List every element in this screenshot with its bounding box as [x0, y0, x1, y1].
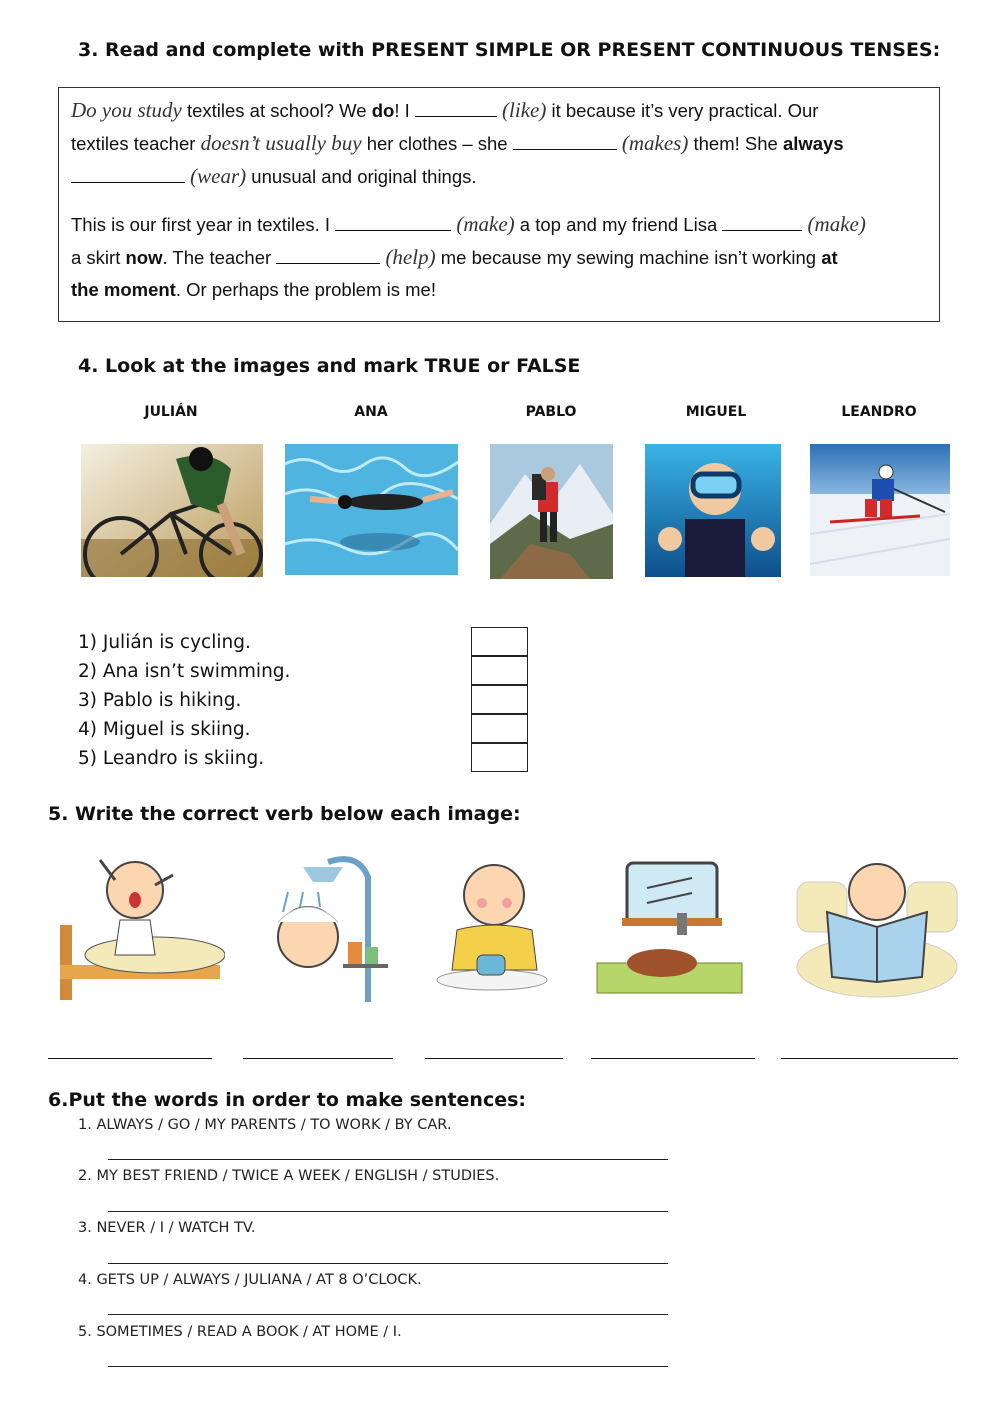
breakfast-cartoon — [432, 855, 562, 1000]
answer-line-1[interactable] — [48, 1058, 212, 1059]
cycling-photo — [81, 444, 263, 577]
answer-box-3[interactable] — [471, 685, 528, 714]
blank-make-2[interactable] — [722, 213, 802, 231]
section3-paragraph-1 — [71, 94, 925, 193]
sentence-4: 4. GETS UP / ALWAYS / JULIANA / AT 8 O’CLOCK. — [78, 1272, 422, 1288]
blank-makes[interactable] — [513, 132, 617, 150]
bold-text: always — [782, 133, 844, 154]
verb-hint: (help) — [385, 245, 436, 269]
answer-box-4[interactable] — [471, 714, 528, 743]
statement-2: 2) Ana isn’t swimming. — [78, 661, 291, 682]
section3-paragraph-2 — [71, 208, 925, 306]
statement-5: 5) Leandro is skiing. — [78, 748, 265, 769]
verb-hint: (make) — [807, 212, 866, 236]
text: me because my sewing machine isn’t working — [435, 247, 822, 268]
answer-line-3[interactable] — [425, 1058, 563, 1059]
answer-line-5[interactable] — [781, 1058, 958, 1059]
text: it because it’s very practical. Our — [546, 100, 819, 121]
bold-text: at — [821, 247, 838, 268]
verb-hint: (makes) — [621, 131, 689, 155]
true-false-list — [78, 628, 290, 773]
sentence-3: 3. NEVER / I / WATCH TV. — [78, 1220, 256, 1236]
section4-heading: 4. Look at the images and mark TRUE or FALSE — [78, 355, 581, 377]
text: This is our first year in textiles. I — [71, 214, 336, 235]
sentence-5: 5. SOMETIMES / READ A BOOK / AT HOME / I. — [78, 1324, 402, 1340]
verb-example: Do you study — [71, 98, 182, 122]
reading-cartoon — [792, 857, 962, 1002]
name-leandro: LEANDRO — [841, 404, 917, 420]
verb-hint: (like) — [502, 98, 547, 122]
sentence-1: 1. ALWAYS / GO / MY PARENTS / TO WORK / BY CAR. — [78, 1117, 452, 1133]
hiking-photo — [490, 444, 613, 579]
verb-hint: (wear) — [190, 164, 247, 188]
write-line-4[interactable] — [108, 1314, 668, 1315]
name-miguel: MIGUEL — [685, 404, 747, 420]
write-line-2[interactable] — [108, 1211, 668, 1212]
name-ana: ANA — [354, 404, 388, 420]
bold-text: now — [125, 247, 163, 268]
diving-photo — [645, 444, 781, 577]
answer-box-2[interactable] — [471, 656, 528, 685]
text: textiles at school? We — [181, 100, 372, 121]
text: . Or perhaps the problem is me! — [175, 279, 436, 300]
blank-like[interactable] — [415, 99, 497, 117]
bold-text: the moment — [71, 279, 176, 300]
text: her clothes – she — [361, 133, 513, 154]
text: . The teacher — [162, 247, 277, 268]
text: them! She — [688, 133, 783, 154]
section3-heading: 3. Read and complete with PRESENT SIMPLE OR PRESENT CONTINUOUS TENSES: — [78, 39, 941, 61]
swimming-photo — [285, 444, 458, 575]
statement-4: 4) Miguel is skiing. — [78, 719, 251, 740]
blank-help[interactable] — [276, 246, 380, 264]
section6-heading: 6.Put the words in order to make sentences: — [48, 1089, 527, 1111]
name-pablo: PABLO — [525, 404, 577, 420]
bold-text: do — [371, 100, 395, 121]
text: unusual and original things. — [246, 166, 477, 187]
write-line-1[interactable] — [108, 1159, 668, 1160]
text: textiles teacher — [71, 133, 201, 154]
section3-text-box — [58, 87, 940, 322]
answer-box-5[interactable] — [471, 743, 528, 772]
statement-1: 1) Julián is cycling. — [78, 632, 251, 653]
waking-up-cartoon — [55, 855, 225, 1005]
statement-3: 3) Pablo is hiking. — [78, 690, 242, 711]
write-line-5[interactable] — [108, 1366, 668, 1367]
write-line-3[interactable] — [108, 1263, 668, 1264]
skiing-photo — [810, 444, 950, 576]
blank-wear[interactable] — [71, 165, 185, 183]
blank-make-1[interactable] — [335, 213, 451, 231]
shower-cartoon — [248, 852, 398, 1002]
text: ! I — [394, 100, 415, 121]
verb-hint: (make) — [456, 212, 515, 236]
text: a top and my friend Lisa — [514, 214, 723, 235]
answer-line-2[interactable] — [243, 1058, 393, 1059]
text: a skirt — [71, 247, 126, 268]
name-julian: JULIÁN — [144, 404, 198, 420]
sentence-2: 2. MY BEST FRIEND / TWICE A WEEK / ENGLISH / STUDIES. — [78, 1168, 500, 1184]
verb-example: doesn’t usually buy — [200, 131, 362, 155]
answer-line-4[interactable] — [591, 1058, 755, 1059]
answer-box-1[interactable] — [471, 627, 528, 656]
watching-tv-cartoon — [592, 858, 747, 998]
section5-heading: 5. Write the correct verb below each image: — [48, 803, 521, 825]
